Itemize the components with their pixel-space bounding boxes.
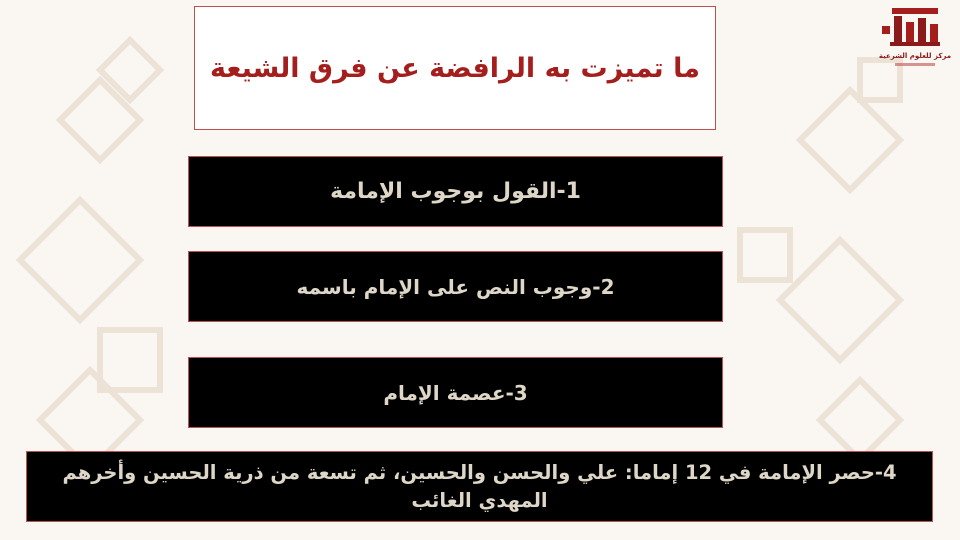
point-4: 4-حصر الإمامة في 12 إماما: علي والحسن والحسين، ثم تسعة من ذرية الحسين وأخرهم المهدي الغائب [26,451,933,522]
logo-underline [895,63,935,66]
point-3: 3-عصمة الإمام [188,357,723,428]
logo-tagline: مركز للعلوم الشرعية [878,52,952,60]
point-1: 1-القول بوجوب الإمامة [188,156,723,227]
logo [878,6,952,68]
ihkam-logo-icon [880,6,950,50]
title-box [194,6,716,130]
slide-title: ما تميزت به الرافضة عن فرق الشيعة [210,52,700,84]
point-2: 2-وجوب النص على الإمام باسمه [188,251,723,322]
